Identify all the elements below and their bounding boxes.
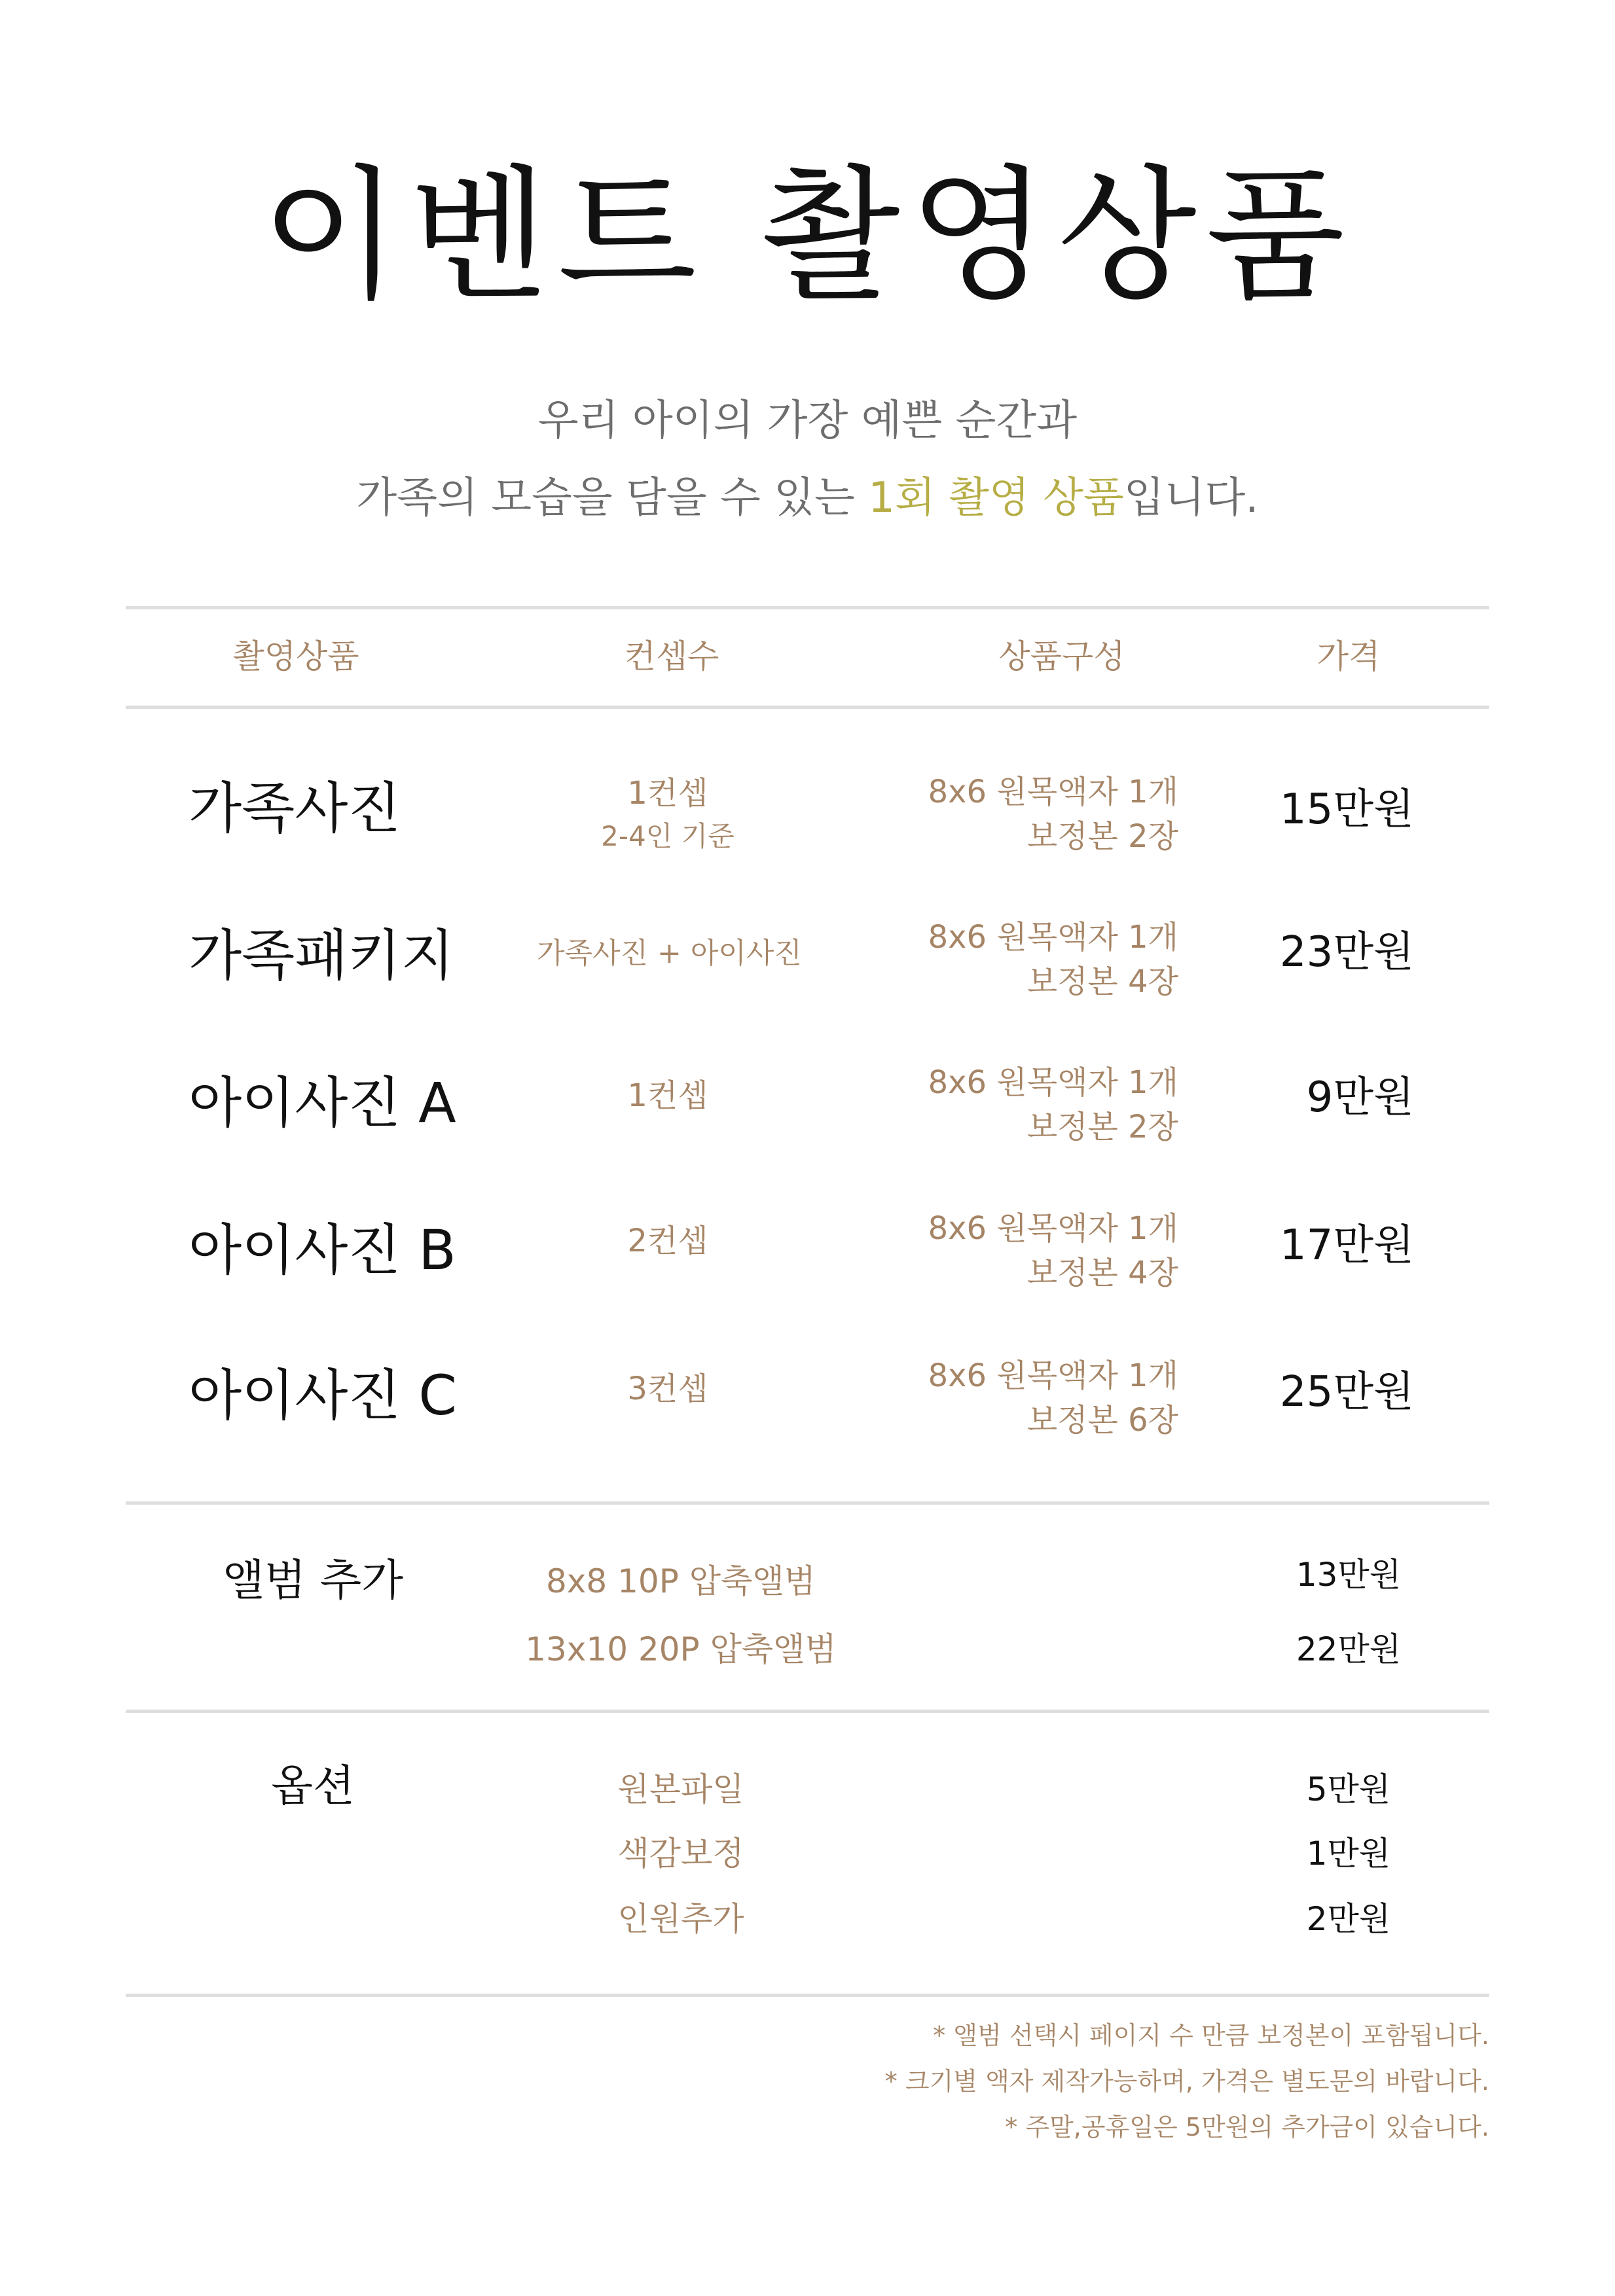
- product-concept: 1컨셉: [627, 775, 708, 812]
- option-item-price: 2만원: [1306, 1900, 1391, 1938]
- product-composition-retouch: 보정본 2장: [1026, 818, 1178, 855]
- header-price: 가격: [1316, 637, 1381, 675]
- options-label: 옵션: [271, 1761, 355, 1811]
- divider-options-bottom: [126, 1994, 1489, 1997]
- product-name: 가족사진: [189, 776, 401, 840]
- product-price: 9만원: [1306, 1073, 1414, 1122]
- product-concept: 가족사진 + 아이사진: [537, 937, 802, 970]
- product-name: 아이사진 B: [189, 1218, 456, 1282]
- page-title: 이벤트 촬영상품: [261, 152, 1354, 319]
- subtitle-line-2: [0, 469, 1615, 528]
- product-composition-frame: 8x6 원목액자 1개: [928, 919, 1178, 956]
- divider-header-bottom: [126, 706, 1489, 709]
- footnote: * 앨범 선택시 페이지 수 만큼 보정본이 포함됩니다.: [933, 2021, 1489, 2050]
- header-concepts: 컨셉수: [624, 637, 719, 675]
- album-label: 앨범 추가: [222, 1555, 403, 1605]
- option-item-name: 인원추가: [617, 1900, 744, 1938]
- product-composition-retouch: 보정본 2장: [1026, 1109, 1178, 1145]
- product-concept: 1컨셉: [627, 1077, 708, 1114]
- option-item-name: 색감보정: [617, 1835, 744, 1873]
- divider-products-bottom: [126, 1501, 1489, 1505]
- subtitle-highlight: 1회 촬영 상품: [868, 474, 1124, 522]
- product-concept: 3컨셉: [627, 1371, 708, 1407]
- album-item-price: 13만원: [1296, 1556, 1402, 1594]
- album-item-price: 22만원: [1296, 1630, 1402, 1668]
- product-name: 아이사진 A: [189, 1071, 456, 1135]
- album-item-name: 13x10 20P 압축앨범: [525, 1630, 837, 1668]
- subtitle-line-2-start: 가족의 모습을 담을 수 있는: [356, 474, 869, 522]
- footnote: * 크기별 액자 제작가능하며, 가격은 별도문의 바랍니다.: [884, 2067, 1489, 2096]
- header-composition: 상품구성: [998, 637, 1125, 675]
- product-name: 가족패키지: [189, 924, 454, 988]
- product-price: 15만원: [1279, 785, 1414, 834]
- product-composition-retouch: 보정본 4장: [1026, 963, 1178, 1000]
- product-composition-frame: 8x6 원목액자 1개: [928, 774, 1178, 810]
- product-price: 17만원: [1279, 1221, 1414, 1270]
- divider-top: [126, 606, 1489, 609]
- header-product: 촬영상품: [232, 637, 359, 675]
- product-name: 아이사진 C: [189, 1363, 457, 1427]
- subtitle-line-1: 우리 아이의 가장 예쁜 순간과: [537, 397, 1078, 445]
- option-item-name: 원본파일: [617, 1770, 744, 1808]
- product-price: 25만원: [1279, 1368, 1414, 1416]
- footnote: * 주말,공휴일은 5만원의 추가금이 있습니다.: [1005, 2113, 1489, 2142]
- product-concept-note: 2-4인 기준: [601, 820, 735, 852]
- product-composition-frame: 8x6 원목액자 1개: [928, 1064, 1178, 1101]
- product-price: 23만원: [1279, 928, 1414, 977]
- album-item-name: 8x8 10P 압축앨범: [546, 1562, 816, 1600]
- product-composition-frame: 8x6 원목액자 1개: [928, 1210, 1178, 1247]
- product-composition-retouch: 보정본 4장: [1026, 1255, 1178, 1291]
- option-item-price: 1만원: [1306, 1835, 1391, 1873]
- product-composition-retouch: 보정본 6장: [1026, 1402, 1178, 1439]
- product-composition-frame: 8x6 원목액자 1개: [928, 1357, 1178, 1394]
- option-item-price: 5만원: [1306, 1770, 1391, 1808]
- product-concept: 2컨셉: [627, 1223, 708, 1259]
- subtitle-line-2-end: 입니다.: [1123, 474, 1259, 522]
- divider-album-bottom: [126, 1710, 1489, 1713]
